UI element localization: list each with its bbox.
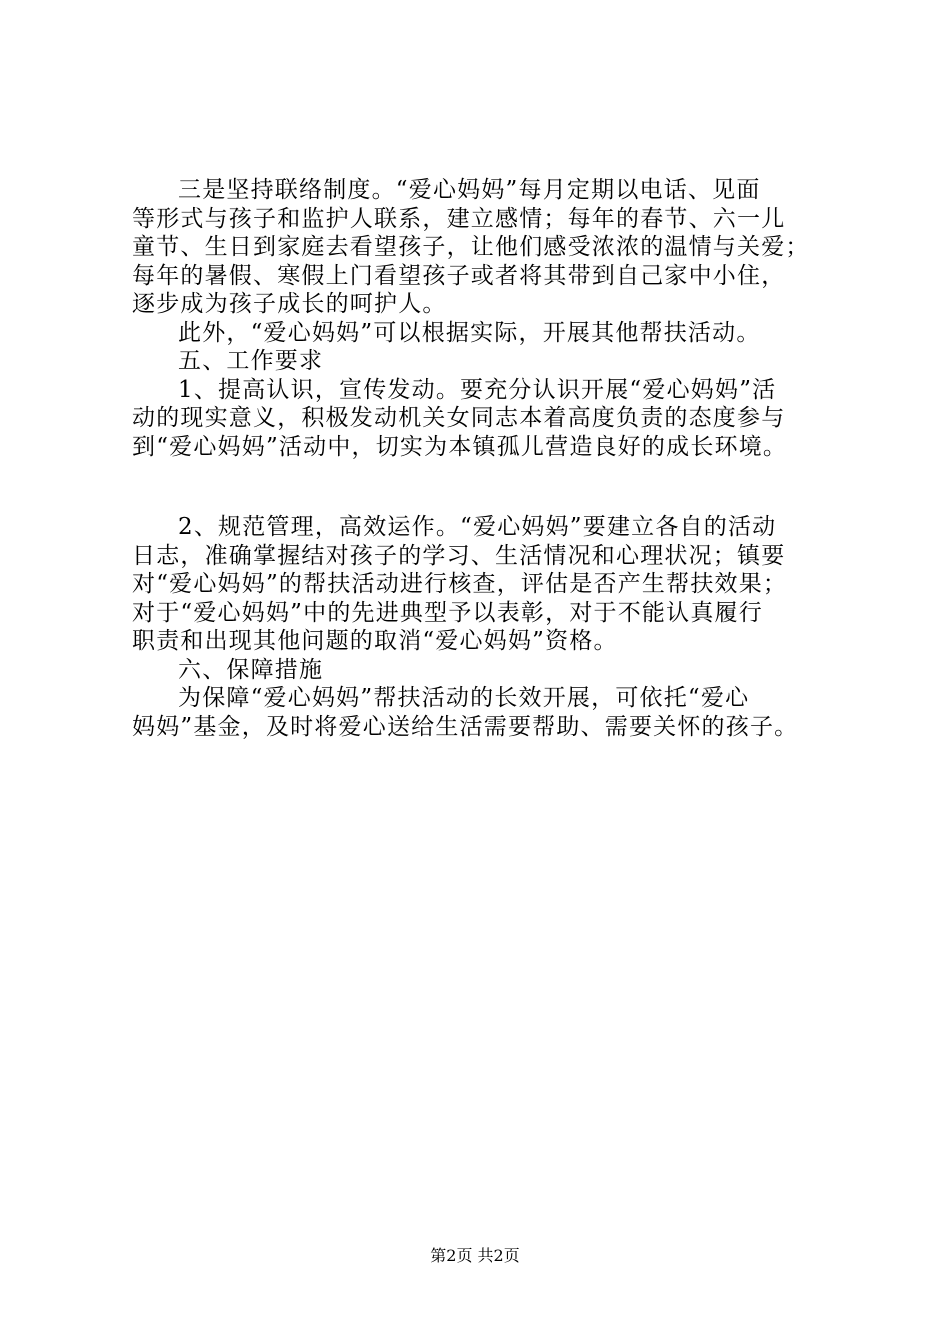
paragraph-spacer: [132, 461, 842, 513]
text-line: 童节、生日到家庭去看望孩子，让他们感受浓浓的温情与关爱；: [132, 234, 810, 260]
text-line: 等形式与孩子和监护人联系，建立感情；每年的春节、六一儿: [132, 205, 786, 232]
item-raise-awareness: [132, 376, 842, 462]
text-line: 为保障“爱心妈妈”帮扶活动的长效开展，可依托“爱心: [178, 685, 750, 711]
document-body: [132, 176, 842, 741]
text-line: 1、提高认识，宣传发动。要充分认识开展“爱心妈妈”活: [178, 376, 777, 403]
text-line: 对于“爱心妈妈”中的先进典型予以表彰，对于不能认真履行: [132, 599, 763, 626]
text-line: 到“爱心妈妈”活动中，切实为本镇孤儿营造良好的成长环境。: [132, 433, 788, 460]
text-line: 职责和出现其他问题的取消“爱心妈妈”资格。: [132, 628, 618, 654]
item-standardize-management: [132, 513, 842, 656]
paragraph-safeguards: [132, 684, 842, 741]
text-line: 对“爱心妈妈”的帮扶活动进行核查，评估是否产生帮扶效果；: [132, 571, 788, 597]
section-heading-safeguards: 六、保障措施: [178, 656, 324, 683]
paragraph-contact-system: [132, 176, 842, 319]
text-line: 逐步成为孩子成长的呵护人。: [132, 291, 447, 317]
text-line: 三是坚持联络制度。“爱心妈妈”每月定期以电话、见面: [178, 177, 761, 203]
text-line: 日志，准确掌握结对孩子的学习、生活情况和心理状况；镇要: [132, 542, 786, 569]
paragraph-other-activities: 此外，“爱心妈妈”可以根据实际，开展其他帮扶活动。: [178, 319, 761, 346]
text-line: 妈妈”基金，及时将爱心送给生活需要帮助、需要关怀的孩子。: [132, 713, 799, 740]
text-line: 2、规范管理，高效运作。“爱心妈妈”要建立各自的活动: [178, 514, 777, 540]
text-line: 每年的暑假、寒假上门看望孩子或者将其带到自己家中小住，: [132, 262, 786, 289]
text-line: 动的现实意义，积极发动机关女同志本着高度负责的态度参与: [132, 405, 786, 431]
page-number-footer: 第2页 共2页: [430, 1246, 520, 1265]
section-heading-work-requirements: 五、工作要求: [178, 348, 324, 374]
